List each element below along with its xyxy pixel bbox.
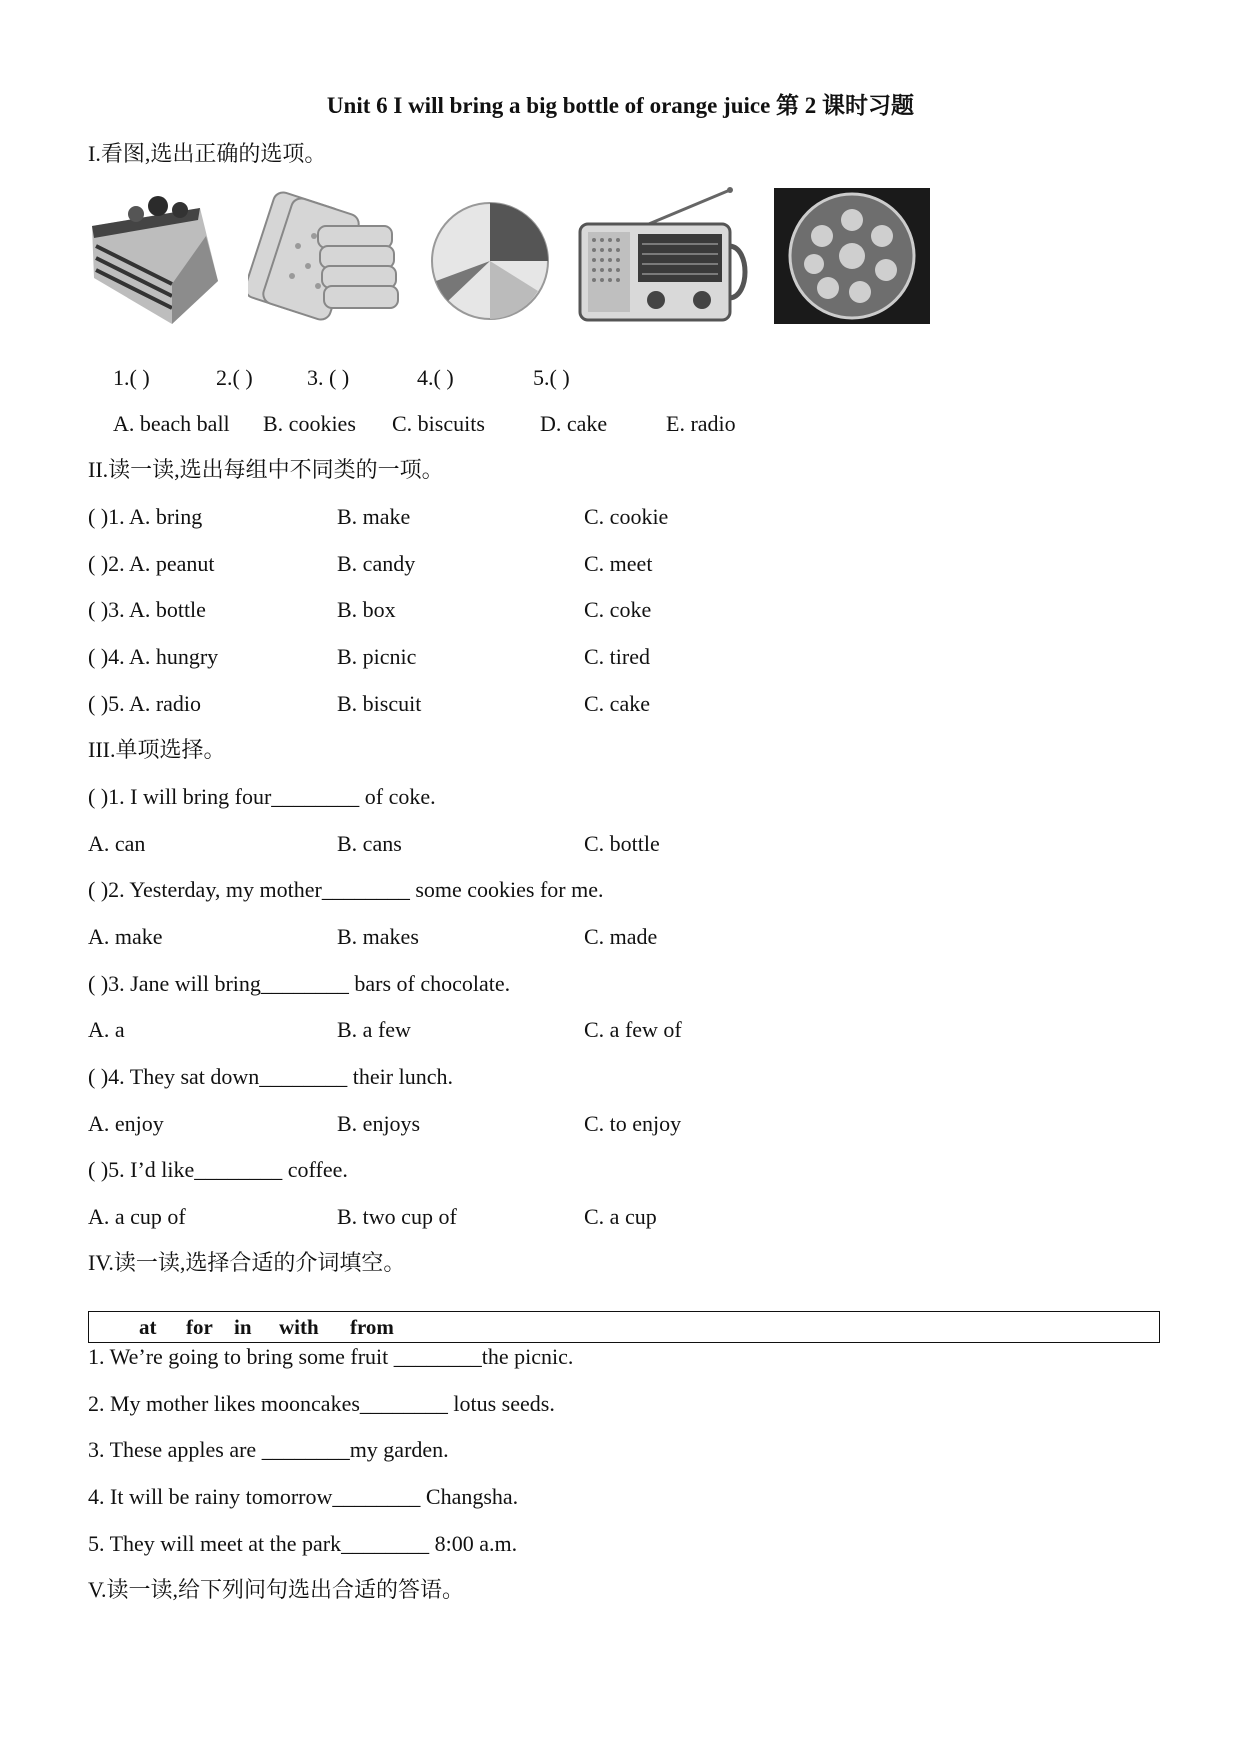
section2-row-5-option-b: B. biscuit	[337, 691, 422, 716]
section2-row-2-question: ( )2. A. peanut	[88, 551, 215, 576]
section4-heading: IV.读一读,选择合适的介词填空。	[88, 1250, 406, 1275]
section2-row-5-option-c: C. cake	[584, 691, 650, 716]
biscuits-image	[248, 186, 404, 326]
section3-question-2: ( )2. Yesterday, my mother________ some cookies for me.	[88, 877, 604, 902]
section1-number-4: 4.( )	[417, 365, 454, 390]
word-bank-for: for	[186, 1315, 213, 1339]
section3-q2-option-a: A. make	[88, 924, 163, 949]
word-bank-with: with	[279, 1315, 319, 1339]
section3-q3-option-c: C. a few of	[584, 1017, 682, 1042]
section5-heading: V.读一读,给下列问句选出合适的答语。	[88, 1577, 465, 1602]
section3-heading: III.单项选择。	[88, 737, 226, 762]
section1-option-b: B. cookies	[263, 411, 356, 436]
section2-row-4-option-b: B. picnic	[337, 644, 417, 669]
section3-q2-option-c: C. made	[584, 924, 658, 949]
section2-row-1-option-c: C. cookie	[584, 504, 669, 529]
section4-sentence-5: 5. They will meet at the park________ 8:00 a.m.	[88, 1531, 518, 1556]
section1-option-e: E. radio	[666, 411, 736, 436]
section3-question-4: ( )4. They sat down________ their lunch.	[88, 1064, 453, 1089]
word-bank-box	[88, 1311, 1160, 1343]
section2-row-2-option-b: B. candy	[337, 551, 416, 576]
section3-q3-option-a: A. a	[88, 1017, 125, 1042]
section3-q4-option-b: B. enjoys	[337, 1111, 421, 1136]
beach-ball-image	[428, 186, 552, 326]
word-bank-in: in	[234, 1315, 252, 1339]
section4-sentence-1: 1. We’re going to bring some fruit ________the picnic.	[88, 1344, 574, 1369]
section1-number-1: 1.( )	[113, 365, 150, 390]
section2-row-3-question: ( )3. A. bottle	[88, 597, 206, 622]
cake-slice-image	[88, 186, 226, 326]
section1-heading: I.看图,选出正确的选项。	[88, 141, 327, 166]
section2-row-1-question: ( )1. A. bring	[88, 504, 203, 529]
section3-question-3: ( )3. Jane will bring________ bars of chocolate.	[88, 971, 511, 996]
section3-question-1: ( )1. I will bring four________ of coke.	[88, 784, 436, 809]
section1-option-d: D. cake	[540, 411, 608, 436]
section2-row-1-option-b: B. make	[337, 504, 411, 529]
section2-row-5-question: ( )5. A. radio	[88, 691, 202, 716]
section3-q2-option-b: B. makes	[337, 924, 419, 949]
section3-q1-option-b: B. cans	[337, 831, 402, 856]
section3-q4-option-c: C. to enjoy	[584, 1111, 682, 1136]
word-bank-from: from	[350, 1315, 394, 1339]
section3-q5-option-b: B. two cup of	[337, 1204, 457, 1229]
section2-row-2-option-c: C. meet	[584, 551, 653, 576]
section3-q3-option-b: B. a few	[337, 1017, 411, 1042]
section2-row-3-option-c: C. coke	[584, 597, 652, 622]
section3-q5-option-a: A. a cup of	[88, 1204, 186, 1229]
word-bank-at: at	[139, 1315, 157, 1339]
section1-option-c: C. biscuits	[392, 411, 485, 436]
section2-row-4-option-c: C. tired	[584, 644, 650, 669]
section4-sentence-3: 3. These apples are ________my garden.	[88, 1437, 449, 1462]
radio-image	[574, 186, 754, 326]
section4-sentence-2: 2. My mother likes mooncakes________ lotus seeds.	[88, 1391, 555, 1416]
section3-q1-option-c: C. bottle	[584, 831, 660, 856]
cookies-tin-image	[774, 186, 930, 326]
section1-number-2: 2.( )	[216, 365, 253, 390]
section3-q5-option-c: C. a cup	[584, 1204, 657, 1229]
section3-q1-option-a: A. can	[88, 831, 146, 856]
section2-row-3-option-b: B. box	[337, 597, 396, 622]
section2-row-4-question: ( )4. A. hungry	[88, 644, 219, 669]
section3-q4-option-a: A. enjoy	[88, 1111, 164, 1136]
section1-number-3: 3. ( )	[307, 365, 350, 390]
section2-heading: II.读一读,选出每组中不同类的一项。	[88, 457, 444, 482]
section1-number-5: 5.( )	[533, 365, 570, 390]
page-title: Unit 6 I will bring a big bottle of orange juice 第 2 课时习题	[326, 93, 915, 118]
section1-option-a: A. beach ball	[113, 411, 230, 436]
section4-sentence-4: 4. It will be rainy tomorrow________ Changsha.	[88, 1484, 519, 1509]
section3-question-5: ( )5. I’d like________ coffee.	[88, 1157, 348, 1182]
